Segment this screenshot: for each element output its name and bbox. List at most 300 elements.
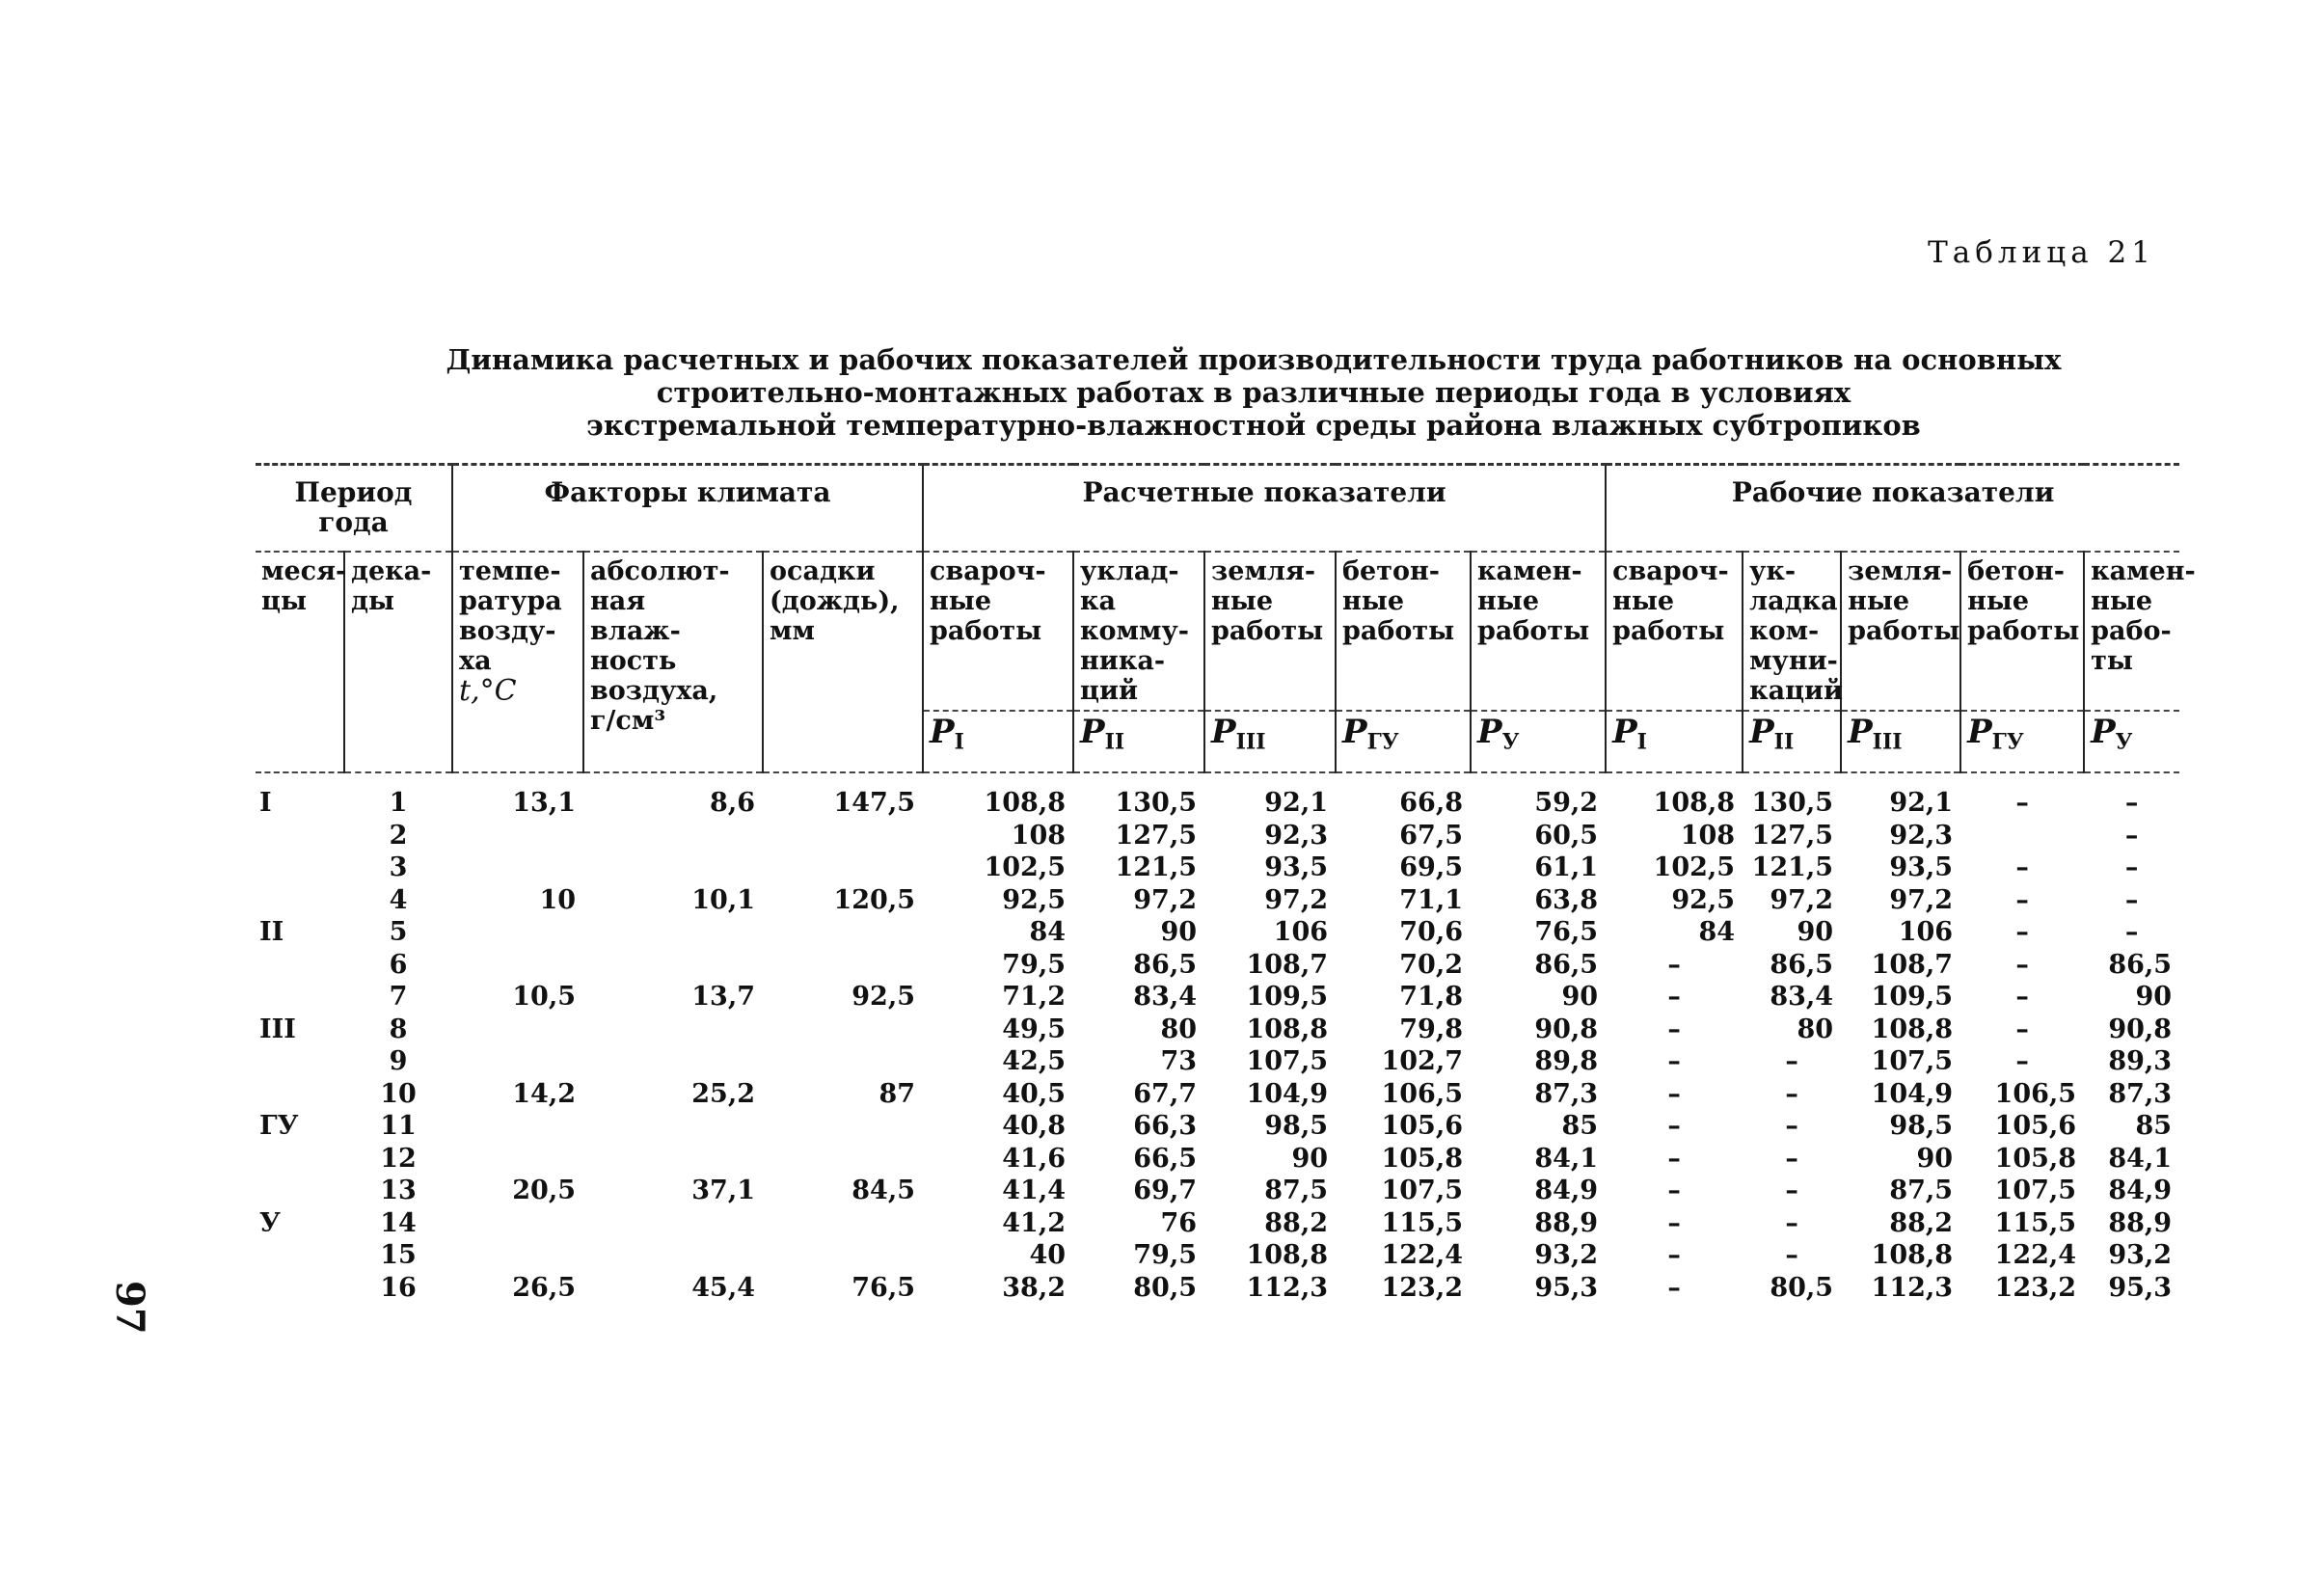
cell-decade: 10 bbox=[380, 1078, 417, 1109]
cell-month bbox=[256, 884, 344, 917]
cell-work-earthworks: 108,8 bbox=[1871, 1014, 1954, 1044]
cell-work-welding: 84 bbox=[1698, 917, 1736, 947]
cell-work-welding: – bbox=[1667, 949, 1681, 980]
header-calc-welding: свароч- ные работы bbox=[923, 552, 1073, 711]
cell-calc-earthworks: 88,2 bbox=[1264, 1207, 1329, 1238]
cell-work-welding: – bbox=[1667, 1046, 1681, 1076]
cell-calc-earthworks: 109,5 bbox=[1246, 982, 1329, 1012]
cell-month bbox=[256, 981, 344, 1014]
symbol-subscript: I bbox=[1636, 729, 1647, 755]
page-number: 97 bbox=[107, 1281, 152, 1335]
header-work-welding: свароч- ные работы bbox=[1606, 552, 1743, 711]
cell-month: ГУ bbox=[259, 1111, 299, 1141]
cell-humidity bbox=[583, 1110, 763, 1143]
cell-work-concrete: – bbox=[2015, 1046, 2029, 1076]
cell-calc-concrete: 123,2 bbox=[1381, 1272, 1464, 1303]
cell-temperature bbox=[452, 1239, 583, 1272]
symbol-letter: P bbox=[1211, 713, 1236, 751]
cell-work-earthworks: 109,5 bbox=[1871, 982, 1954, 1012]
cell-decade: 1 bbox=[389, 788, 408, 818]
cell-temperature bbox=[452, 1207, 583, 1240]
cell-calc-welding: 84 bbox=[1029, 917, 1067, 947]
symbol-letter: P bbox=[1477, 713, 1502, 751]
table-row bbox=[256, 820, 2179, 852]
cell-work-concrete: 107,5 bbox=[1994, 1176, 2077, 1205]
cell-work-communications: 127,5 bbox=[1751, 820, 1834, 851]
symbol-calc-4 bbox=[1336, 711, 1471, 772]
header-calc-communications: уклад- ка комму- ника- ций bbox=[1073, 552, 1204, 711]
cell-work-concrete: – bbox=[2015, 852, 2029, 882]
cell-work-earthworks: 112,3 bbox=[1871, 1272, 1954, 1303]
cell-work-welding: – bbox=[1667, 1078, 1681, 1109]
cell-work-earthworks: 104,9 bbox=[1871, 1078, 1954, 1109]
cell-calc-welding: 102,5 bbox=[984, 852, 1067, 882]
cell-decade: 12 bbox=[380, 1143, 417, 1174]
symbol-work-5 bbox=[2084, 711, 2179, 772]
cell-temperature bbox=[452, 1110, 583, 1143]
table-row bbox=[256, 1272, 2179, 1305]
cell-calc-welding: 40 bbox=[1029, 1240, 1067, 1270]
cell-calc-masonry: 61,1 bbox=[1534, 852, 1599, 882]
cell-calc-communications: 69,7 bbox=[1133, 1176, 1198, 1205]
cell-temperature: 14,2 bbox=[512, 1078, 577, 1109]
cell-month bbox=[256, 1272, 344, 1305]
cell-calc-welding: 40,5 bbox=[1002, 1078, 1067, 1109]
cell-calc-concrete: 106,5 bbox=[1381, 1078, 1464, 1109]
table-row bbox=[256, 916, 2179, 949]
cell-humidity: 8,6 bbox=[710, 788, 756, 818]
cell-work-communications: 90 bbox=[1797, 917, 1834, 947]
cell-work-concrete: – bbox=[2015, 788, 2029, 818]
cell-calc-welding: 41,4 bbox=[1002, 1176, 1067, 1205]
temperature-unit: t,°C bbox=[459, 674, 517, 708]
cell-humidity bbox=[583, 1014, 763, 1046]
cell-humidity bbox=[583, 820, 763, 852]
cell-work-earthworks: 98,5 bbox=[1889, 1111, 1954, 1141]
header-temperature: темпе- ратура возду- ха t,°C bbox=[452, 552, 583, 772]
cell-precipitation bbox=[763, 1014, 923, 1046]
cell-calc-concrete: 66,8 bbox=[1399, 788, 1464, 818]
cell-month bbox=[256, 1239, 344, 1272]
cell-calc-masonry: 87,3 bbox=[1534, 1078, 1599, 1109]
cell-humidity bbox=[583, 949, 763, 982]
table-row bbox=[256, 949, 2179, 982]
symbol-letter: P bbox=[1342, 713, 1367, 751]
cell-temperature: 13,1 bbox=[512, 788, 577, 818]
symbol-calc-5 bbox=[1471, 711, 1606, 772]
symbol-letter: P bbox=[1612, 713, 1637, 751]
cell-calc-concrete: 67,5 bbox=[1399, 820, 1464, 851]
cell-work-earthworks: 108,7 bbox=[1871, 949, 1954, 980]
cell-humidity: 45,4 bbox=[691, 1272, 756, 1303]
cell-calc-earthworks: 92,3 bbox=[1264, 820, 1329, 851]
cell-calc-concrete: 79,8 bbox=[1399, 1014, 1464, 1044]
cell-decade: 14 bbox=[380, 1207, 417, 1238]
cell-calc-concrete: 115,5 bbox=[1381, 1207, 1464, 1238]
cell-work-concrete: – bbox=[2015, 917, 2029, 947]
cell-temperature: 10 bbox=[539, 884, 577, 915]
symbol-subscript: ГУ bbox=[1366, 729, 1399, 755]
header-period: Период года bbox=[256, 465, 452, 553]
cell-calc-welding: 92,5 bbox=[1002, 884, 1067, 915]
cell-work-welding: 108 bbox=[1680, 820, 1736, 851]
cell-work-masonry: 93,2 bbox=[2108, 1240, 2173, 1270]
title-line: экстремальной температурно-влажностной среды района влажных субтропиков bbox=[586, 409, 1921, 442]
cell-calc-concrete: 70,2 bbox=[1399, 949, 1464, 980]
symbol-subscript: III bbox=[1235, 729, 1266, 755]
header-calculated-indicators: Расчетные показатели bbox=[923, 465, 1606, 553]
table-row bbox=[256, 1143, 2179, 1176]
symbol-letter: P bbox=[1080, 713, 1105, 751]
cell-work-communications: – bbox=[1785, 1240, 1798, 1270]
table-number-label: Таблица 21 bbox=[1928, 235, 2155, 270]
table-row bbox=[256, 1078, 2179, 1111]
cell-calc-communications: 127,5 bbox=[1115, 820, 1198, 851]
cell-work-concrete: 105,8 bbox=[1994, 1143, 2077, 1174]
cell-calc-earthworks: 93,5 bbox=[1264, 852, 1329, 882]
productivity-table bbox=[256, 463, 2196, 1304]
cell-humidity bbox=[583, 1207, 763, 1240]
cell-work-masonry: 87,3 bbox=[2108, 1078, 2173, 1109]
cell-calc-masonry: 90 bbox=[1561, 982, 1599, 1012]
symbol-subscript: II bbox=[1104, 729, 1125, 755]
cell-precipitation bbox=[763, 916, 923, 949]
table-row bbox=[256, 852, 2179, 884]
symbol-work-1 bbox=[1606, 711, 1743, 772]
cell-work-communications: – bbox=[1785, 1111, 1798, 1141]
cell-precipitation bbox=[763, 1045, 923, 1078]
cell-calc-masonry: 59,2 bbox=[1534, 788, 1599, 818]
cell-month: III bbox=[259, 1014, 296, 1044]
cell-precipitation bbox=[763, 1207, 923, 1240]
cell-work-welding: – bbox=[1667, 1176, 1681, 1205]
symbol-work-4 bbox=[1960, 711, 2084, 772]
cell-work-welding: 102,5 bbox=[1653, 852, 1736, 882]
cell-calc-earthworks: 108,7 bbox=[1246, 949, 1329, 980]
header-calc-masonry: камен- ные работы bbox=[1471, 552, 1606, 711]
cell-precipitation: 76,5 bbox=[851, 1272, 916, 1303]
cell-calc-masonry: 63,8 bbox=[1534, 884, 1599, 915]
cell-work-welding: 108,8 bbox=[1653, 788, 1736, 818]
header-working-indicators: Рабочие показатели bbox=[1606, 465, 2179, 553]
cell-precipitation: 147,5 bbox=[833, 788, 916, 818]
cell-work-masonry: 88,9 bbox=[2108, 1207, 2173, 1238]
symbol-subscript: II bbox=[1773, 729, 1795, 755]
cell-calc-welding: 49,5 bbox=[1002, 1014, 1067, 1044]
header-decades: дека- ды bbox=[344, 552, 452, 772]
cell-work-masonry: 95,3 bbox=[2108, 1272, 2173, 1303]
cell-calc-welding: 40,8 bbox=[1002, 1111, 1067, 1141]
cell-calc-communications: 73 bbox=[1160, 1046, 1198, 1076]
cell-precipitation bbox=[763, 820, 923, 852]
cell-calc-masonry: 60,5 bbox=[1534, 820, 1599, 851]
cell-calc-concrete: 71,8 bbox=[1399, 982, 1464, 1012]
header-work-masonry: камен- ные рабо- ты bbox=[2084, 552, 2179, 711]
cell-temperature bbox=[452, 1045, 583, 1078]
cell-work-earthworks: 90 bbox=[1916, 1143, 1954, 1174]
cell-calc-earthworks: 90 bbox=[1291, 1143, 1329, 1174]
cell-work-communications: – bbox=[1785, 1207, 1798, 1238]
cell-month bbox=[256, 1045, 344, 1078]
cell-calc-masonry: 89,8 bbox=[1534, 1046, 1599, 1076]
table-row bbox=[256, 1110, 2179, 1143]
cell-work-communications: 97,2 bbox=[1770, 884, 1834, 915]
header-months: меся- цы bbox=[256, 552, 344, 772]
cell-temperature: 20,5 bbox=[512, 1176, 577, 1205]
cell-calc-earthworks: 107,5 bbox=[1246, 1046, 1329, 1076]
cell-work-masonry: – bbox=[2124, 788, 2139, 818]
cell-decade: 6 bbox=[389, 949, 408, 980]
cell-calc-earthworks: 108,8 bbox=[1246, 1014, 1329, 1044]
cell-calc-communications: 80 bbox=[1160, 1014, 1198, 1044]
cell-temperature bbox=[452, 949, 583, 982]
cell-month: I bbox=[259, 788, 272, 818]
cell-calc-earthworks: 92,1 bbox=[1264, 788, 1329, 818]
cell-calc-communications: 67,7 bbox=[1133, 1078, 1198, 1109]
cell-work-masonry: 89,3 bbox=[2108, 1046, 2173, 1076]
cell-temperature bbox=[452, 1143, 583, 1176]
cell-precipitation bbox=[763, 1110, 923, 1143]
cell-calc-welding: 42,5 bbox=[1002, 1046, 1067, 1076]
cell-work-earthworks: 92,1 bbox=[1889, 788, 1954, 818]
cell-work-earthworks: 93,5 bbox=[1889, 852, 1954, 882]
cell-calc-earthworks: 112,3 bbox=[1246, 1272, 1329, 1303]
cell-work-concrete: 122,4 bbox=[1994, 1240, 2077, 1270]
cell-work-earthworks: 108,8 bbox=[1871, 1240, 1954, 1270]
cell-calc-masonry: 86,5 bbox=[1534, 949, 1599, 980]
symbol-calc-2 bbox=[1073, 711, 1204, 772]
cell-humidity bbox=[583, 1045, 763, 1078]
cell-work-earthworks: 106 bbox=[1898, 917, 1954, 947]
cell-work-concrete: – bbox=[2015, 1014, 2029, 1044]
cell-temperature bbox=[452, 852, 583, 884]
cell-month bbox=[256, 1143, 344, 1176]
cell-work-concrete: – bbox=[2015, 949, 2029, 980]
header-calc-concrete: бетон- ные работы bbox=[1336, 552, 1471, 711]
table-title bbox=[405, 343, 2102, 442]
cell-calc-masonry: 76,5 bbox=[1534, 917, 1599, 947]
symbol-letter: P bbox=[1749, 713, 1774, 751]
cell-calc-communications: 66,3 bbox=[1133, 1111, 1198, 1141]
cell-decade: 2 bbox=[389, 820, 408, 851]
symbol-subscript: У bbox=[2115, 729, 2133, 755]
cell-humidity: 25,2 bbox=[691, 1078, 756, 1109]
cell-calc-masonry: 84,9 bbox=[1534, 1176, 1599, 1205]
header-precipitation: осадки (дождь), мм bbox=[763, 552, 923, 772]
cell-calc-welding: 108 bbox=[1011, 820, 1067, 851]
cell-work-masonry: – bbox=[2124, 917, 2139, 947]
cell-precipitation bbox=[763, 1143, 923, 1176]
symbol-subscript: ГУ bbox=[1991, 729, 2024, 755]
cell-calc-masonry: 90,8 bbox=[1534, 1014, 1599, 1044]
cell-work-masonry: – bbox=[2124, 852, 2139, 882]
cell-work-masonry: – bbox=[2124, 820, 2139, 851]
cell-precipitation: 84,5 bbox=[851, 1176, 916, 1205]
cell-month bbox=[256, 820, 344, 852]
symbol-calc-1 bbox=[923, 711, 1073, 772]
cell-temperature: 10,5 bbox=[512, 982, 577, 1012]
cell-calc-communications: 76 bbox=[1160, 1207, 1198, 1238]
header-work-communications: ук- ладка ком- муни- каций bbox=[1743, 552, 1841, 711]
cell-temperature: 26,5 bbox=[512, 1272, 577, 1303]
cell-work-earthworks: 107,5 bbox=[1871, 1046, 1954, 1076]
cell-precipitation bbox=[763, 1239, 923, 1272]
cell-precipitation: 120,5 bbox=[833, 884, 916, 915]
cell-work-communications: 80,5 bbox=[1770, 1272, 1834, 1303]
cell-calc-communications: 97,2 bbox=[1133, 884, 1198, 915]
cell-decade: 15 bbox=[380, 1240, 417, 1270]
cell-calc-concrete: 102,7 bbox=[1381, 1046, 1464, 1076]
cell-calc-communications: 130,5 bbox=[1115, 788, 1198, 818]
cell-decade: 16 bbox=[380, 1272, 417, 1303]
title-line: строительно-монтажных работах в различные периоды года в условиях bbox=[656, 376, 1851, 409]
symbol-letter: P bbox=[1848, 713, 1873, 751]
cell-calc-earthworks: 106 bbox=[1273, 917, 1329, 947]
cell-work-welding: – bbox=[1667, 1014, 1681, 1044]
cell-precipitation bbox=[763, 949, 923, 982]
cell-work-communications: – bbox=[1785, 1176, 1798, 1205]
cell-calc-concrete: 105,8 bbox=[1381, 1143, 1464, 1174]
cell-work-earthworks: 92,3 bbox=[1889, 820, 1954, 851]
cell-work-concrete: – bbox=[2015, 982, 2029, 1012]
cell-precipitation: 87 bbox=[878, 1078, 916, 1109]
cell-temperature bbox=[452, 916, 583, 949]
header-work-concrete: бетон- ные работы bbox=[1960, 552, 2084, 711]
cell-calc-masonry: 93,2 bbox=[1534, 1240, 1599, 1270]
cell-work-communications: 121,5 bbox=[1751, 852, 1834, 882]
table-row bbox=[256, 981, 2179, 1014]
cell-work-earthworks: 87,5 bbox=[1889, 1176, 1954, 1205]
table-row bbox=[256, 1045, 2179, 1078]
cell-work-communications: 130,5 bbox=[1751, 788, 1834, 818]
title-line: Динамика расчетных и рабочих показателей производительности труда работников на основных bbox=[446, 343, 2062, 376]
cell-precipitation: 92,5 bbox=[851, 982, 916, 1012]
symbol-work-2 bbox=[1743, 711, 1841, 772]
cell-month: У bbox=[259, 1207, 281, 1238]
cell-calc-communications: 86,5 bbox=[1133, 949, 1198, 980]
cell-work-masonry: 86,5 bbox=[2108, 949, 2173, 980]
symbol-work-3 bbox=[1841, 711, 1960, 772]
cell-calc-concrete: 71,1 bbox=[1399, 884, 1464, 915]
cell-calc-earthworks: 104,9 bbox=[1246, 1078, 1329, 1109]
cell-calc-welding: 79,5 bbox=[1002, 949, 1067, 980]
cell-month bbox=[256, 852, 344, 884]
cell-calc-communications: 121,5 bbox=[1115, 852, 1198, 882]
cell-work-communications: – bbox=[1785, 1078, 1798, 1109]
table-row bbox=[256, 1175, 2179, 1207]
cell-calc-earthworks: 98,5 bbox=[1264, 1111, 1329, 1141]
cell-work-concrete: 105,6 bbox=[1994, 1111, 2077, 1141]
cell-calc-welding: 71,2 bbox=[1002, 982, 1067, 1012]
header-climate-factors: Факторы климата bbox=[452, 465, 923, 553]
cell-work-concrete: 115,5 bbox=[1994, 1207, 2077, 1238]
header-work-earthworks: земля- ные работы bbox=[1841, 552, 1960, 711]
cell-work-concrete bbox=[1960, 820, 2084, 852]
cell-decade: 11 bbox=[380, 1111, 417, 1141]
cell-work-welding: – bbox=[1667, 1240, 1681, 1270]
cell-work-masonry: 84,9 bbox=[2108, 1176, 2173, 1205]
cell-calc-masonry: 84,1 bbox=[1534, 1143, 1599, 1174]
cell-calc-communications: 90 bbox=[1160, 917, 1198, 947]
cell-work-welding: – bbox=[1667, 1143, 1681, 1174]
table-row bbox=[256, 1239, 2179, 1272]
cell-month bbox=[256, 949, 344, 982]
cell-work-masonry: – bbox=[2124, 884, 2139, 915]
cell-humidity bbox=[583, 852, 763, 884]
cell-work-welding: – bbox=[1667, 982, 1681, 1012]
cell-humidity: 13,7 bbox=[691, 982, 756, 1012]
cell-humidity bbox=[583, 916, 763, 949]
header-humidity: абсолют- ная влаж- ность воздуха, г/см³ bbox=[583, 552, 763, 772]
cell-calc-concrete: 107,5 bbox=[1381, 1176, 1464, 1205]
cell-calc-welding: 41,2 bbox=[1002, 1207, 1067, 1238]
cell-humidity: 10,1 bbox=[691, 884, 756, 915]
cell-calc-earthworks: 108,8 bbox=[1246, 1240, 1329, 1270]
cell-calc-earthworks: 97,2 bbox=[1264, 884, 1329, 915]
cell-work-welding: – bbox=[1667, 1207, 1681, 1238]
cell-decade: 3 bbox=[389, 852, 408, 882]
cell-calc-earthworks: 87,5 bbox=[1264, 1176, 1329, 1205]
table-row bbox=[256, 1207, 2179, 1240]
cell-calc-communications: 79,5 bbox=[1133, 1240, 1198, 1270]
cell-calc-masonry: 85 bbox=[1561, 1111, 1599, 1141]
symbol-subscript: У bbox=[1501, 729, 1520, 755]
cell-work-communications: 83,4 bbox=[1770, 982, 1834, 1012]
cell-work-masonry: 85 bbox=[2135, 1111, 2173, 1141]
cell-decade: 7 bbox=[389, 982, 408, 1012]
symbol-subscript: I bbox=[954, 729, 964, 755]
cell-humidity: 37,1 bbox=[691, 1176, 756, 1205]
cell-decade: 13 bbox=[380, 1176, 417, 1205]
cell-calc-welding: 108,8 bbox=[984, 788, 1067, 818]
cell-decade: 5 bbox=[389, 917, 408, 947]
table-row bbox=[256, 1014, 2179, 1046]
cell-calc-concrete: 70,6 bbox=[1399, 917, 1464, 947]
cell-work-communications: 86,5 bbox=[1770, 949, 1834, 980]
cell-precipitation bbox=[763, 852, 923, 884]
symbol-subscript: III bbox=[1872, 729, 1903, 755]
cell-work-earthworks: 88,2 bbox=[1889, 1207, 1954, 1238]
cell-temperature bbox=[452, 1014, 583, 1046]
cell-work-welding: 92,5 bbox=[1671, 884, 1736, 915]
cell-humidity bbox=[583, 1143, 763, 1176]
symbol-calc-3 bbox=[1204, 711, 1336, 772]
cell-calc-communications: 66,5 bbox=[1133, 1143, 1198, 1174]
symbol-letter: P bbox=[2091, 713, 2116, 751]
cell-work-masonry: 90 bbox=[2135, 982, 2173, 1012]
cell-decade: 4 bbox=[389, 884, 408, 915]
cell-work-concrete: 106,5 bbox=[1994, 1078, 2077, 1109]
cell-work-concrete: – bbox=[2015, 884, 2029, 915]
cell-work-masonry: 84,1 bbox=[2108, 1143, 2173, 1174]
cell-decade: 8 bbox=[389, 1014, 408, 1044]
cell-calc-communications: 80,5 bbox=[1133, 1272, 1198, 1303]
symbol-letter: P bbox=[1967, 713, 1992, 751]
cell-calc-welding: 38,2 bbox=[1002, 1272, 1067, 1303]
cell-calc-concrete: 105,6 bbox=[1381, 1111, 1464, 1141]
cell-work-communications: – bbox=[1785, 1143, 1798, 1174]
cell-decade: 9 bbox=[389, 1046, 408, 1076]
cell-calc-masonry: 88,9 bbox=[1534, 1207, 1599, 1238]
cell-calc-concrete: 69,5 bbox=[1399, 852, 1464, 882]
cell-work-concrete: 123,2 bbox=[1994, 1272, 2077, 1303]
cell-work-welding: – bbox=[1667, 1111, 1681, 1141]
cell-month bbox=[256, 1175, 344, 1207]
header-calc-earthworks: земля- ные работы bbox=[1204, 552, 1336, 711]
cell-calc-masonry: 95,3 bbox=[1534, 1272, 1599, 1303]
symbol-letter: P bbox=[930, 713, 955, 751]
cell-month bbox=[256, 1078, 344, 1111]
